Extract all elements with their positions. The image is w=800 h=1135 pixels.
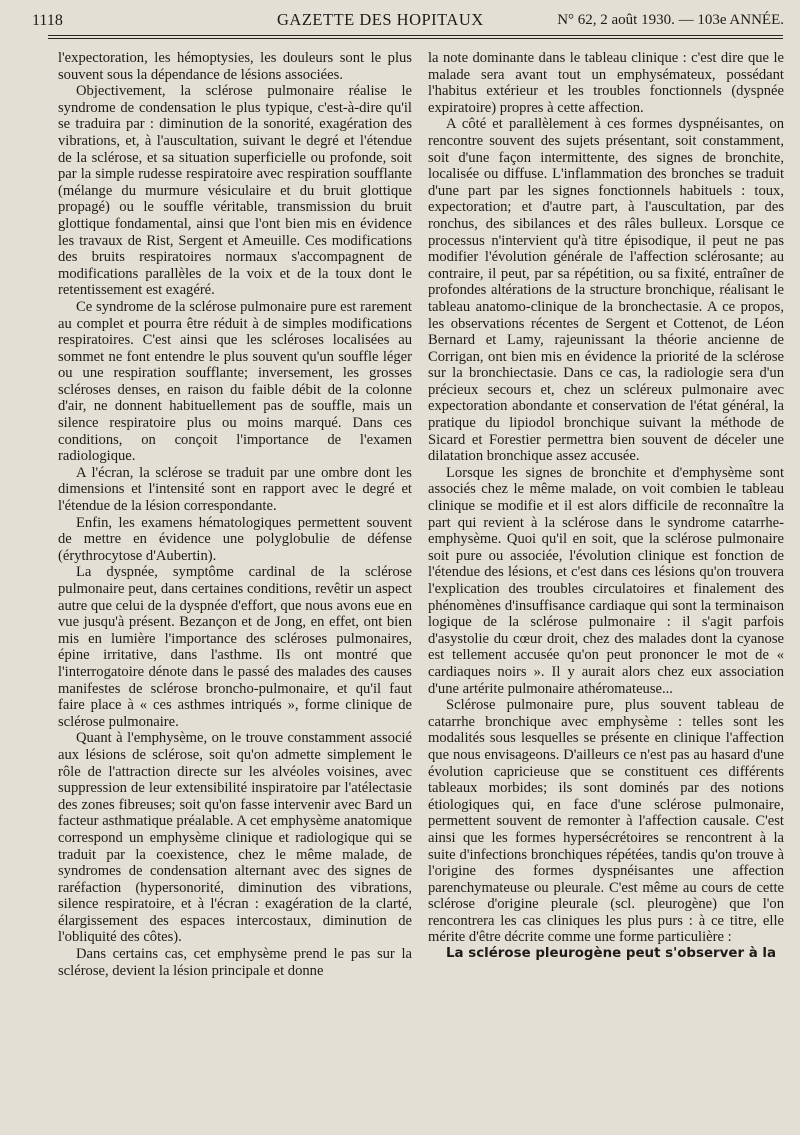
paragraph: Lorsque les signes de bronchite et d'emphysème sont associés chez le même malade, on voit combien le tableau clinique se modifie et il est alors difficile de reconnaître la part qui revient à la sclérose dans le syndrome catarrhe-emphysème. Quoi qu'il en soit, que la sclérose pulmonaire soit pure ou associée, l'évolution clinique est fonction de l'étendue des lésions, et c'est dans ces lésions qu'on trouvera l'explication des troubles circulatoires et finalement des phénomènes d'insuffisance cardiaque qui sont la terminaison logique de la sclérose pulmonaire : il s'agit parfois d'asystolie du cœur droit, chez des malades dont la cyanose est tellement accusée qu'on peut prononcer le mot de « cardiaques noirs ». Il y aurait alors chez eux association d'une artérite pulmonaire athéromateuse... bbox=[428, 464, 784, 697]
journal-title: GAZETTE DES HOPITAUX bbox=[277, 10, 484, 29]
paragraph: A côté et parallèlement à ces formes dyspnéisantes, on rencontre souvent des sujets présentant, soit constamment, soit d'une façon intermittente, des signes de bronchite, localisée ou diffuse. L'inflammation des bronches se traduit d'une part par les signes fonctionnels habituels : toux, expectoration; et d'autre part, à l'auscultation, par des ronchus, des sibilances et des râles bulleux. Lorsque ce processus n'intervient qu'à titre épisodique, il peut ne pas modifier l'évolution générale de l'affection sclérosante; au contraire, il peut, par sa répétition, ou sa fixité, entraîner de profondes altérations de la structure bronchique, réalisant le tableau anatomo-clinique de la bronchectasie. A ce propos, les observations récentes de Sergent et Cottenot, de Léon Bernard et Lamy, rajeunissant la théorie ancienne de Corrigan, ont bien mis en évidence la priorité de la sclérose sur la bronchiectasie. Dans ce cas, la radiologie sera d'un précieux secours et, chez un scléreux pulmonaire avec expectoration abondante et conservation de l'état général, la pratique du lipiodol bronchique suivant la méthode de Sicard et Forestier permettra bien souvent de déceler une dilatation bronchique assez accusée. bbox=[428, 116, 784, 465]
paragraph: Ce syndrome de la sclérose pulmonaire pure est rarement au complet et pourra être réduit à de simples modifications respiratoires. C'est ainsi que les scléroses localisées au sommet ne font entendre le plus souvent qu'un souffle léger ou une respiration soufflante; inversement, les grosses scléroses denses, en raison du faible débit de la colonne d'air, ne donnent habituellement pas de souffle, mais un silence respiratoire plus ou moins marqué. Dans ces conditions, on conçoit l'importance de l'examen radiologique. bbox=[58, 298, 412, 465]
paragraph: A l'écran, la sclérose se traduit par une ombre dont les dimensions et l'intensité sont en rapport avec le degré et l'étendue de la lésion correspondante. bbox=[58, 464, 412, 515]
paragraph: Dans certains cas, cet emphysème prend le pas sur la sclérose, devient la lésion principale et donne bbox=[58, 946, 412, 979]
right-column bbox=[428, 50, 784, 963]
paragraph-continued: l'expectoration, les hémoptysies, les douleurs sont le plus souvent sous la dépendance de lésions associées. bbox=[58, 50, 412, 83]
paragraph: Sclérose pulmonaire pure, plus souvent tableau de catarrhe bronchique avec emphysème : telles sont les modalités sous lesquelles se présente en clinique l'affection que nous envisageons. D'ailleurs ce n'est pas au hasard d'une évolution capricieuse que se constituent ces différents tableaux morbides; ils sont dominés par des notions étiologiques qui, en face d'une sclérose pulmonaire, permettent souvent de remonter à l'affection causale. C'est ainsi que les formes hypersécrétoires se rencontrent à la suite d'infections bronchiques répétées, tandis qu'on trouve à l'origine des formes dyspnéisantes une affection parenchymateuse ou pleurale. C'est même au cours de cette sclérose d'origine pleurale (scl. pleurogène) que l'on rencontrera les cas cliniques les plus purs : à ce titre, elle mérite d'être décrite comme une forme particulière : bbox=[428, 697, 784, 946]
left-column bbox=[58, 50, 412, 979]
header-rule-thin bbox=[48, 38, 783, 39]
section-heading: La sclérose pleurogène peut s'observer à la bbox=[446, 946, 777, 962]
issue-info: N° 62, 2 août 1930. — 103e ANNÉE. bbox=[557, 12, 784, 28]
paragraph: Objectivement, la sclérose pulmonaire réalise le syndrome de condensation le plus typique, c'est-à-dire qu'il se traduira par : diminution de la sonorité, exagération des vibrations, et, à l'auscultation, suivant le degré et l'étendue de la sclérose, et sa situation superficielle ou profonde, soit par la simple rudesse respiratoire avec respiration soufflante (mélange du murmure vésiculaire et du bruit glottique propagé) ou le souffle véritable, transmission du bruit glottique fondamental, ainsi que l'ont bien mis en évidence les travaux de Rist, Sergent et Ameuille. Ces modifications des bruits respiratoires normaux s'accompagnent de modifications parallèles de la voix et de la toux dont le retentissement est exagéré. bbox=[58, 83, 412, 299]
paragraph: Enfin, les examens hématologiques permettent souvent de mettre en évidence une polyglobulie de défense (érythrocytose d'Aubertin). bbox=[58, 514, 412, 564]
paragraph-continued: la note dominante dans le tableau clinique : c'est dire que le malade sera avant tout un emphysémateux, possédant l'habitus extérieur et les troubles fonctionnels (dyspnée expiratoire) propres à cette affection. bbox=[428, 50, 784, 116]
page-number: 1118 bbox=[32, 12, 63, 29]
paragraph: Quant à l'emphysème, on le trouve constamment associé aux lésions de sclérose, soit qu'on admette simplement le rôle de l'attraction directe sur les alvéoles voisines, avec suppression de leur extensibilité inspiratoire par l'atélectasie des zones fibreuses; soit qu'on fasse intervenir avec Bard un facteur asthmatique préalable. A cet emphysème anatomique correspond un emphysème clinique et radiologique qui se traduit par la coexistence, chez le même malade, de syndromes de condensation alternant avec des signes de raréfaction (hypersonorité, diminution des vibrations, silence respiratoire, et à l'écran : exagération de la clarté, élargissement des espaces intercostaux, diminution de l'obliquité des côtes). bbox=[58, 730, 412, 946]
paragraph: La dyspnée, symptôme cardinal de la sclérose pulmonaire peut, dans certaines conditions, revêtir un aspect autre que celui de la dyspnée d'effort, que nous avons eue en vue jusqu'à présent. Bezançon et de Jong, en effet, ont bien mis en lumière l'importance des scléroses pulmonaires, épine irritative, dans l'asthme. Ils ont montré que l'interrogatoire dénote dans le passé des malades des causes manifestes de sclérose broncho-pulmonaire, et qu'il faut faire place à « ces asthmes intriqués », forme clinique de sclérose pulmonaire. bbox=[58, 564, 412, 730]
header-rule bbox=[48, 35, 783, 36]
page-header bbox=[32, 8, 784, 34]
